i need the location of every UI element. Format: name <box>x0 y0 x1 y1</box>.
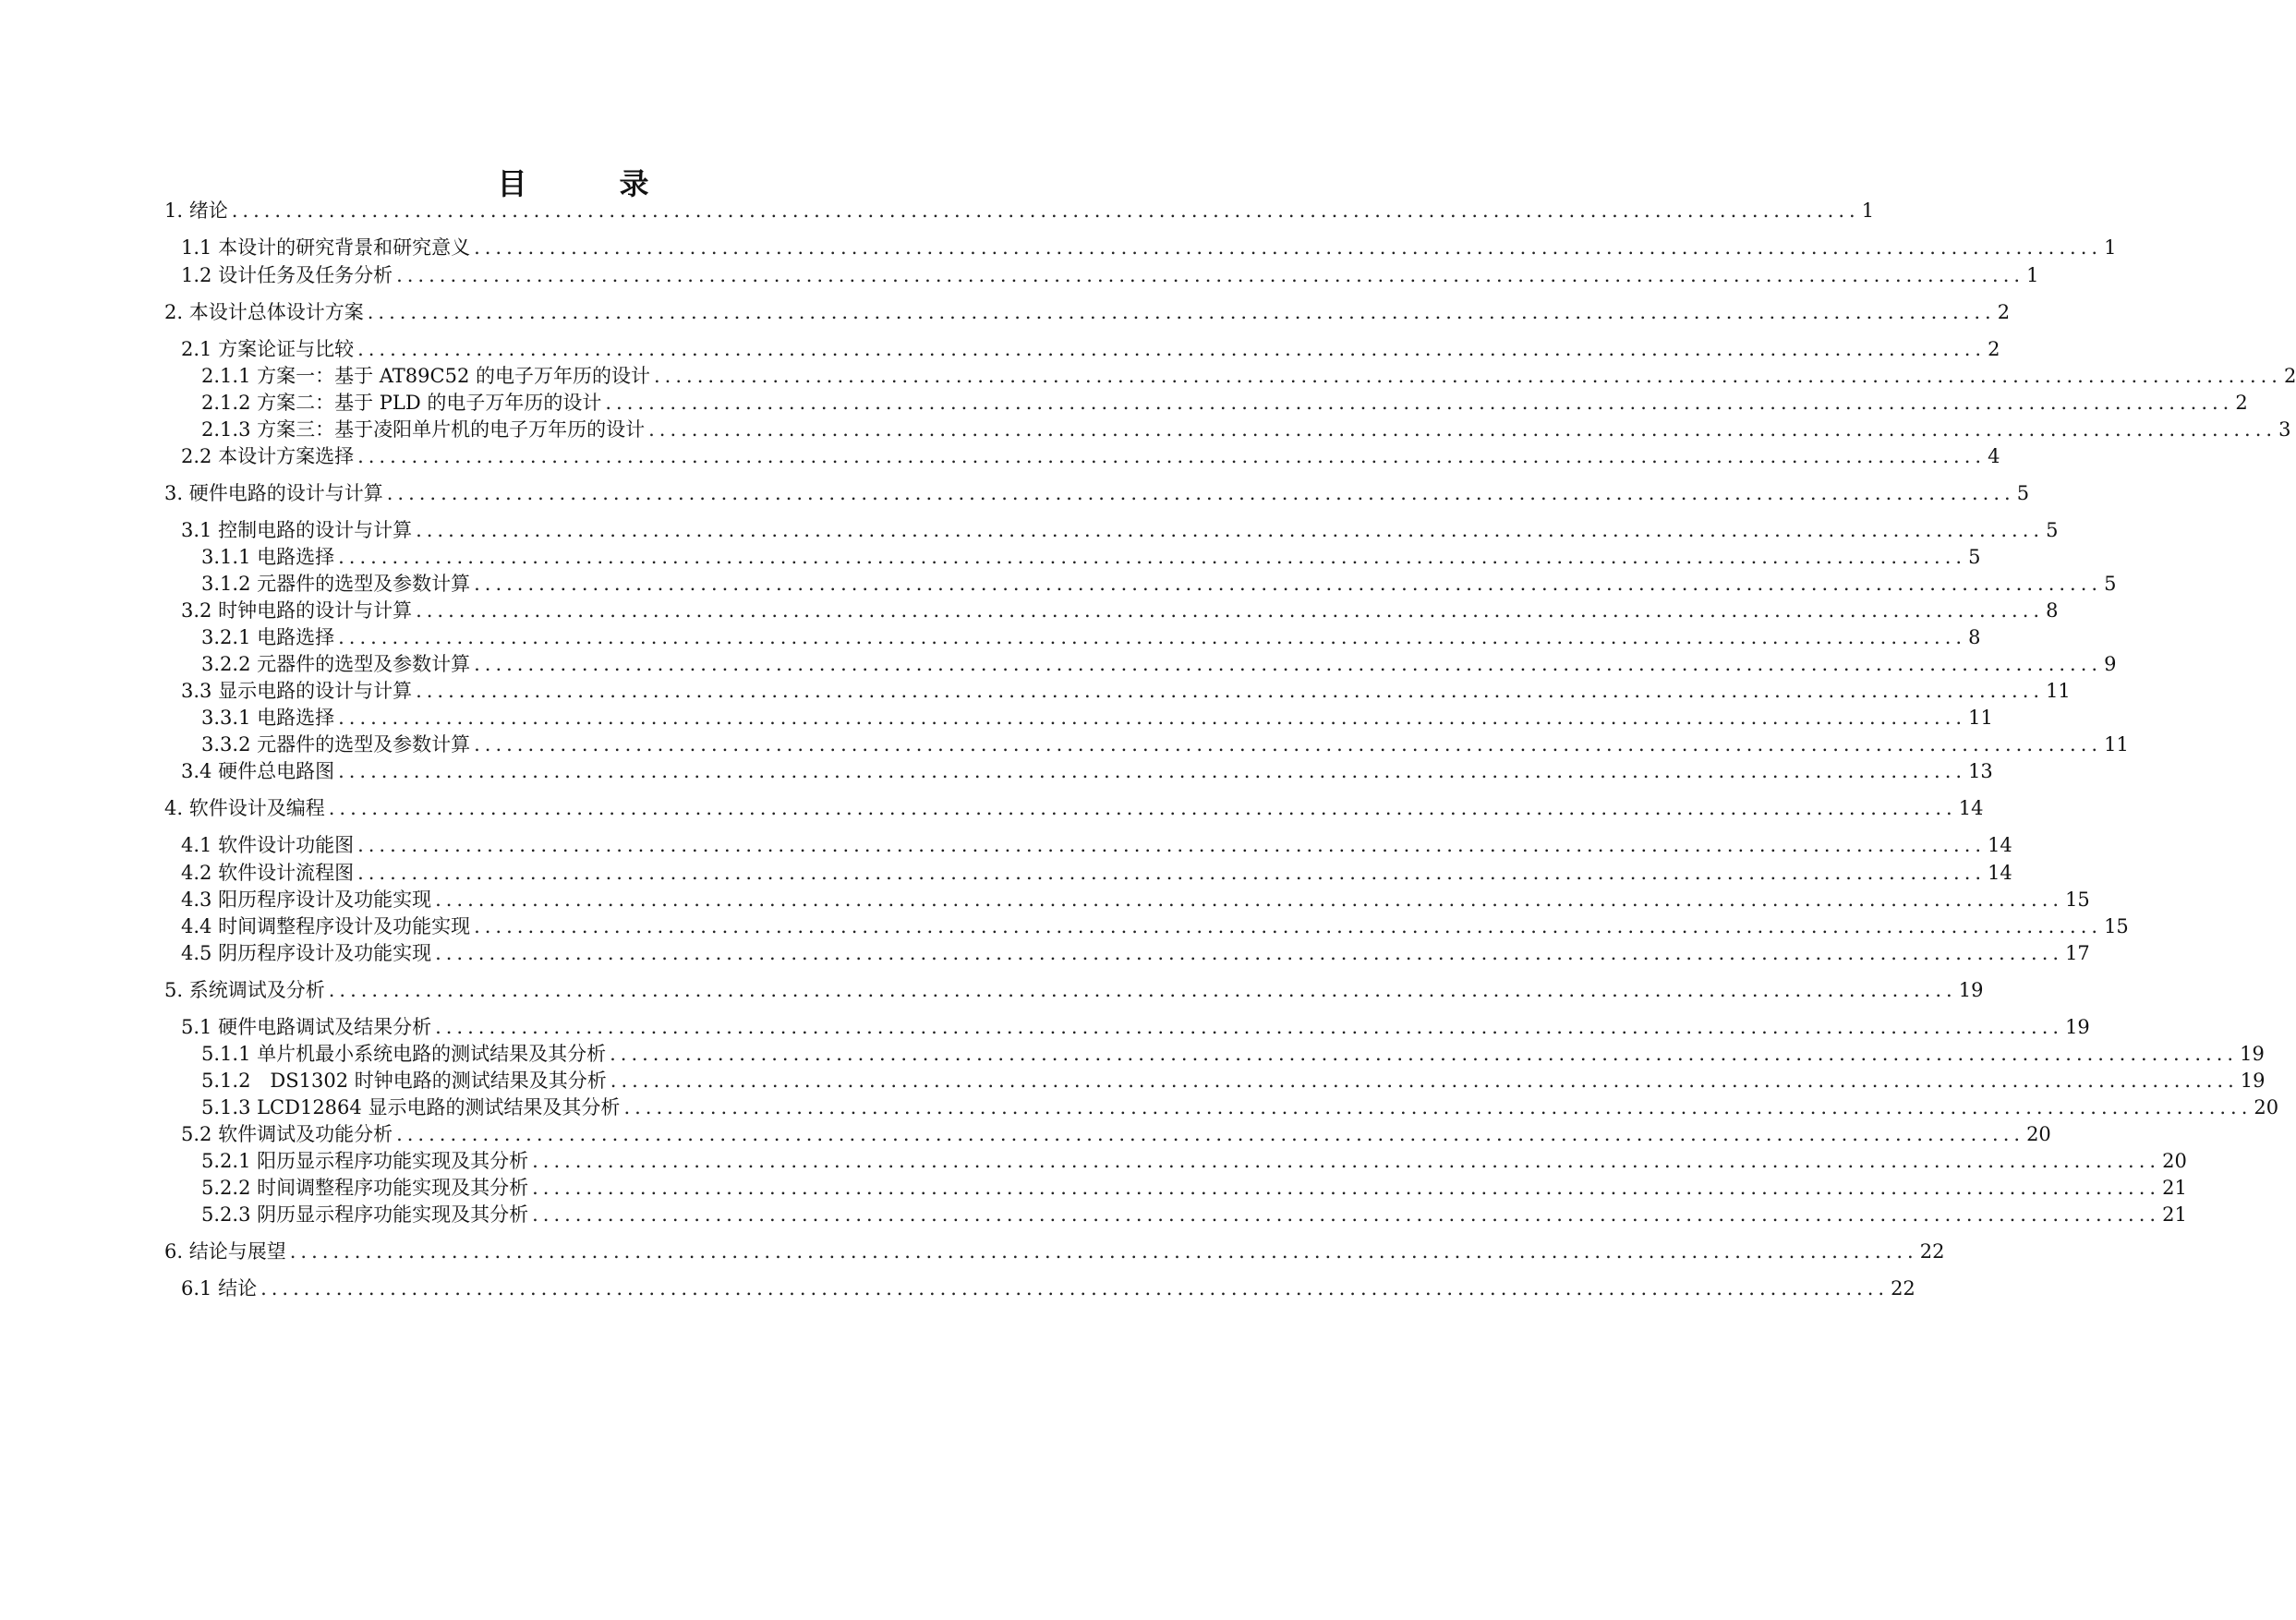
toc-page-number: 21 <box>2162 1177 2187 1199</box>
toc-page-number: 14 <box>1988 834 2012 856</box>
toc-leader-dots: ....................................................................................................................................................... <box>289 1240 1918 1263</box>
toc-page-number: 19 <box>2240 1070 2266 1092</box>
toc-entry-label: 6.1 结论 <box>181 1277 258 1300</box>
toc-entry-label: 2.1.1 方案一：基于 AT89C52 的电子万年历的设计 <box>201 365 650 387</box>
toc-entry-section[interactable] <box>181 1121 2051 1147</box>
toc-leader-dots: ....................................................................................................................................................... <box>623 1096 2253 1118</box>
toc-leader-dots: ....................................................................................................................................................... <box>260 1277 1890 1300</box>
toc-entry-label: 3.2 时钟电路的设计与计算 <box>181 599 413 622</box>
toc-entry-chapter[interactable] <box>164 977 1984 1003</box>
toc-page-number: 5 <box>2016 482 2030 504</box>
toc-entry-section[interactable] <box>181 517 2059 543</box>
toc-entry-subsection[interactable] <box>201 1094 2279 1120</box>
toc-page-number: 14 <box>1988 862 2012 884</box>
toc-entry-subsection[interactable] <box>201 624 1981 650</box>
toc-page-number: 11 <box>2104 733 2129 756</box>
toc-entry-chapter[interactable] <box>164 299 2011 325</box>
toc-page-number: 20 <box>2162 1150 2187 1172</box>
toc-page-number: 2 <box>1997 301 2011 323</box>
toc-entry-subsection[interactable] <box>201 1041 2265 1067</box>
toc-page-number: 5 <box>1968 546 1981 568</box>
toc-entry-section[interactable] <box>181 758 1993 784</box>
toc-leader-dots: ....................................................................................................................................................... <box>367 301 1996 323</box>
toc-entry-label: 5.1.1 单片机最小系统电路的测试结果及其分析 <box>201 1043 607 1065</box>
toc-leader-dots: ....................................................................................................................................................... <box>416 680 2045 702</box>
toc-page-number: 20 <box>2254 1096 2279 1118</box>
toc-leader-dots: ....................................................................................................................................................... <box>654 365 2282 387</box>
toc-entry-label: 3.1.2 元器件的选型及参数计算 <box>201 573 471 595</box>
toc-leader-dots: ....................................................................................................................................................... <box>610 1043 2239 1065</box>
toc-entry-subsection[interactable] <box>201 571 2117 597</box>
toc-leader-dots: ....................................................................................................................................................... <box>435 1016 2064 1038</box>
toc-page-number: 1 <box>2104 236 2117 259</box>
toc-entry-label: 5.1.2 DS1302 时钟电路的测试结果及其分析 <box>201 1070 607 1092</box>
toc-page-number: 15 <box>2065 889 2090 911</box>
toc-entry-subsection[interactable] <box>201 1202 2187 1227</box>
toc-entry-label: 3.3 显示电路的设计与计算 <box>181 680 413 702</box>
toc-page-number: 11 <box>2046 680 2071 702</box>
toc-leader-dots: ....................................................................................................................................................... <box>474 236 2103 259</box>
toc-entry-section[interactable] <box>181 913 2129 939</box>
toc-leader-dots: ....................................................................................................................................................... <box>416 519 2045 541</box>
toc-entry-section[interactable] <box>181 940 2090 966</box>
toc-leader-dots: ....................................................................................................................................................... <box>357 338 1987 360</box>
toc-entry-label: 5.1 硬件电路调试及结果分析 <box>181 1016 432 1038</box>
toc-leader-dots: ....................................................................................................................................................... <box>386 482 2015 504</box>
toc-page-number: 19 <box>1958 979 1984 1001</box>
toc-leader-dots: ....................................................................................................................................................... <box>610 1070 2239 1092</box>
toc-leader-dots: ....................................................................................................................................................... <box>338 626 1967 648</box>
toc-entry-label: 1. 绪论 <box>164 199 228 222</box>
toc-leader-dots: ....................................................................................................................................................... <box>328 797 1957 819</box>
toc-entry-section[interactable] <box>181 1275 1915 1301</box>
toc-leader-dots: ....................................................................................................................................................... <box>328 979 1957 1001</box>
toc-leader-dots: ....................................................................................................................................................... <box>338 707 1967 729</box>
toc-entry-chapter[interactable] <box>164 480 2030 506</box>
toc-leader-dots: ....................................................................................................................................................... <box>605 392 2234 414</box>
toc-entry-label: 3. 硬件电路的设计与计算 <box>164 482 383 504</box>
toc-entry-label: 2.1 方案论证与比较 <box>181 338 355 360</box>
toc-entry-label: 2.1.3 方案三：基于凌阳单片机的电子万年历的设计 <box>201 418 646 441</box>
toc-entry-label: 2.2 本设计方案选择 <box>181 445 355 467</box>
toc-entry-section[interactable] <box>181 887 2090 913</box>
toc-leader-dots: ....................................................................................................................................................... <box>396 264 2025 286</box>
toc-entry-label: 3.1 控制电路的设计与计算 <box>181 519 413 541</box>
toc-leader-dots: ....................................................................................................................................................... <box>532 1203 2161 1226</box>
toc-leader-dots: ....................................................................................................................................................... <box>532 1150 2161 1172</box>
toc-entry-label: 4.4 时间调整程序设计及功能实现 <box>181 915 471 937</box>
toc-leader-dots: ....................................................................................................................................................... <box>474 653 2103 675</box>
toc-entry-label: 5.2.3 阴历显示程序功能实现及其分析 <box>201 1203 529 1226</box>
toc-entry-subsection[interactable] <box>201 731 2129 757</box>
toc-page-number: 14 <box>1958 797 1984 819</box>
toc-page-number: 20 <box>2026 1123 2051 1145</box>
toc-entry-label: 3.2.1 电路选择 <box>201 626 335 648</box>
toc-entry-label: 1.1 本设计的研究背景和研究意义 <box>181 236 471 259</box>
toc-entry-section[interactable] <box>181 1014 2090 1040</box>
toc-entry-label: 4.5 阴历程序设计及功能实现 <box>181 942 432 964</box>
toc-page-number: 19 <box>2065 1016 2090 1038</box>
toc-entry-label: 4.2 软件设计流程图 <box>181 862 355 884</box>
toc-leader-dots: ....................................................................................................................................................... <box>338 546 1967 568</box>
toc-entry-label: 4.1 软件设计功能图 <box>181 834 355 856</box>
toc-leader-dots: ....................................................................................................................................................... <box>474 915 2103 937</box>
toc-entry-label: 5.2.1 阳历显示程序功能实现及其分析 <box>201 1150 529 1172</box>
toc-entry-label: 6. 结论与展望 <box>164 1240 286 1263</box>
toc-leader-dots: ....................................................................................................................................................... <box>474 573 2103 595</box>
toc-page-number: 9 <box>2104 653 2117 675</box>
toc-entry-label: 3.3.2 元器件的选型及参数计算 <box>201 733 471 756</box>
toc-entry-subsection[interactable] <box>201 705 1993 731</box>
toc-entry-subsection[interactable] <box>201 1068 2266 1094</box>
toc-page-number: 15 <box>2104 915 2129 937</box>
toc-page-number: 13 <box>1968 760 1993 782</box>
toc-page-number: 8 <box>1968 626 1981 648</box>
toc-leader-dots: ....................................................................................................................................................... <box>357 862 1987 884</box>
toc-leader-dots: ....................................................................................................................................................... <box>648 418 2278 441</box>
toc-entry-section[interactable] <box>181 860 2012 886</box>
toc-entry-section[interactable] <box>181 443 2000 469</box>
toc-page-number: 22 <box>1891 1277 1915 1300</box>
toc-page-number: 2 <box>2235 392 2248 414</box>
toc-entry-label: 1.2 设计任务及任务分析 <box>181 264 393 286</box>
toc-page-number: 21 <box>2162 1203 2187 1226</box>
toc-page-number: 22 <box>1919 1240 1945 1263</box>
toc-entry-chapter[interactable] <box>164 198 1875 224</box>
toc-entry-section[interactable] <box>181 598 2059 623</box>
toc-entry-chapter[interactable] <box>164 1239 1945 1264</box>
toc-entry-subsection[interactable] <box>201 390 2248 416</box>
toc-leader-dots: ....................................................................................................................................................... <box>338 760 1967 782</box>
toc-entry-section[interactable] <box>181 832 2012 858</box>
toc-page-number: 11 <box>1968 707 1993 729</box>
toc-leader-dots: ....................................................................................................................................................... <box>416 599 2045 622</box>
toc-page-number: 5 <box>2046 519 2059 541</box>
toc-entry-label: 2. 本设计总体设计方案 <box>164 301 364 323</box>
toc-leader-dots: ....................................................................................................................................................... <box>435 942 2064 964</box>
toc-entry-section[interactable] <box>181 336 2000 362</box>
toc-entry-subsection[interactable] <box>201 1175 2187 1201</box>
toc-entry-label: 3.2.2 元器件的选型及参数计算 <box>201 653 471 675</box>
toc-entry-label: 2.1.2 方案二：基于 PLD 的电子万年历的设计 <box>201 392 602 414</box>
toc-entry-subsection[interactable] <box>201 417 2291 442</box>
toc-entry-label: 5. 系统调试及分析 <box>164 979 325 1001</box>
toc-leader-dots: ....................................................................................................................................................... <box>396 1123 2025 1145</box>
toc-entry-label: 5.2 软件调试及功能分析 <box>181 1123 393 1145</box>
toc-entry-label: 3.1.1 电路选择 <box>201 546 335 568</box>
toc-entry-chapter[interactable] <box>164 795 1984 821</box>
toc-leader-dots: ....................................................................................................................................................... <box>231 199 1860 222</box>
toc-entry-label: 4. 软件设计及编程 <box>164 797 325 819</box>
toc-page-number: 1 <box>2026 264 2039 286</box>
toc-entry-section[interactable] <box>181 235 2117 260</box>
toc-entry-label: 5.2.2 时间调整程序功能实现及其分析 <box>201 1177 529 1199</box>
toc-entry-section[interactable] <box>181 262 2039 288</box>
toc-entry-subsection[interactable] <box>201 651 2117 677</box>
toc-page-number: 3 <box>2278 418 2291 441</box>
page-title: 目 录 <box>497 166 681 201</box>
toc-entry-subsection[interactable] <box>201 544 1981 570</box>
toc-leader-dots: ....................................................................................................................................................... <box>357 834 1987 856</box>
toc-page-number: 2 <box>1988 338 2000 360</box>
toc-leader-dots: ....................................................................................................................................................... <box>532 1177 2161 1199</box>
toc-entry-label: 3.4 硬件总电路图 <box>181 760 335 782</box>
toc-leader-dots: ....................................................................................................................................................... <box>357 445 1987 467</box>
toc-page-number: 17 <box>2065 942 2090 964</box>
toc-leader-dots: ....................................................................................................................................................... <box>474 733 2103 756</box>
toc-entry-label: 3.3.1 电路选择 <box>201 707 335 729</box>
toc-entry-label: 5.1.3 LCD12864 显示电路的测试结果及其分析 <box>201 1096 621 1118</box>
toc-leader-dots: ....................................................................................................................................................... <box>435 889 2064 911</box>
toc-page-number: 4 <box>1988 445 2000 467</box>
toc-entry-subsection[interactable] <box>201 1148 2187 1174</box>
toc-entry-subsection[interactable] <box>201 363 2296 389</box>
toc-page-number: 8 <box>2046 599 2059 622</box>
toc-page-number: 19 <box>2240 1043 2265 1065</box>
toc-page-number: 1 <box>1861 199 1875 222</box>
toc-entry-label: 4.3 阳历程序设计及功能实现 <box>181 889 432 911</box>
toc-page-number: 5 <box>2104 573 2117 595</box>
toc-page-number: 2 <box>2283 365 2296 387</box>
toc-entry-section[interactable] <box>181 678 2071 704</box>
